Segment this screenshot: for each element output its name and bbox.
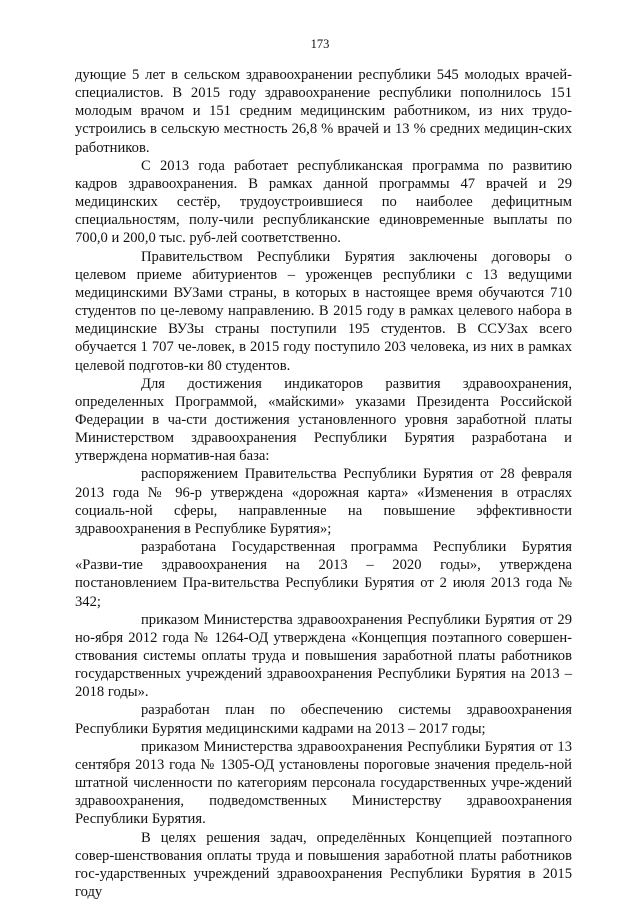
body-text <box>75 66 572 901</box>
paragraph-roadmap: распоряжением Правительства Республики Бурятия от 28 февраля 2013 года № 96-р утверждена «дорожная карта» «Изменения в отраслях социаль-ной сферы, направленные на повышение эффективности здравоохранения в Республике Бурятия»; <box>75 466 572 537</box>
paragraph-staffing-plan: разработан план по обеспечению системы здравоохранения Республики Бурятия медицинскими кадрами на 2013 – 2017 годы; <box>75 702 572 737</box>
paragraph-concept-order: приказом Министерства здравоохранения Республики Бурятия от 29 но-ября 2012 года № 1264-ОД утверждена «Концепция поэтапного совершен-ствования системы оплаты труда и повышения заработной платы работников государственных учреждений здравоохранения Республики Бурятия на 2013 – 2018 годы». <box>75 611 572 701</box>
paragraph-program: С 2013 года работает республиканская программа по развитию кадров здравоохранения. В рамках данной программы 47 врачей и 29 медицинских сестёр, трудоустроившиеся по наиболее дефицитным специальностям, полу-чили республиканские единовременные выплаты по 700,0 и 200,0 тыс. руб-лей соответственно. <box>75 157 572 247</box>
page-number: 173 <box>310 37 330 51</box>
paragraph-threshold-order: приказом Министерства здравоохранения Республики Бурятия от 13 сентября 2013 года № 1305-ОД установлены пороговые значения предель-ной штатной численности по категориям персонала государственных учре-ждений здравоохранения, подведомственных Министерству здравоохранения Республики Бурятия. <box>75 738 572 828</box>
paragraph-state-program: разработана Государственная программа Республики Бурятия «Разви-тие здравоохранения на 2013 – 2020 годы», утверждена постановлением Пра-вительства Республики Бурятия от 2 июля 2013 года № 342; <box>75 539 572 610</box>
paragraph-indicators: Для достижения индикаторов развития здравоохранения, определенных Программой, «майскими» указами Президента Российской Федерации в ча-сти достижения установленного уровня заработной платы Министерством здравоохранения Республики Бурятия разработана и утверждена норматив-ная база: <box>75 375 572 465</box>
paragraph-continuation: дующие 5 лет в сельском здравоохранении республики 545 молодых врачей-специалистов. В 2015 году здравоохранение республики пополнилось 151 молодым врачом и 151 средним медицинским работником, из них трудо-устроились в сельскую местность 26,8 % врачей и 13 % средних медицин-ских работников. <box>75 67 572 156</box>
paragraph-targeted-admission: Правительством Республики Бурятия заключены договоры о целевом приеме абитуриентов – уроженцев республики с 13 ведущими медицинскими ВУЗами страны, в которых в настоящее время обучаются 710 студентов по це-левому направлению. В 2015 году в рамках целевого набора в медицинские ВУЗы страны поступили 195 студентов. В ССУЗах всего обучается 1 707 че-ловек, в 2015 году поступило 203 человека, из них в рамках целевой подготов-ки 80 студентов. <box>75 248 572 374</box>
paragraph-tasks: В целях решения задач, определённых Концепцией поэтапного совер-шенствования оплаты труда и повышения заработной платы работников гос-ударственных учреждений здравоохранения Республики Бурятия в 2015 году <box>75 829 572 901</box>
